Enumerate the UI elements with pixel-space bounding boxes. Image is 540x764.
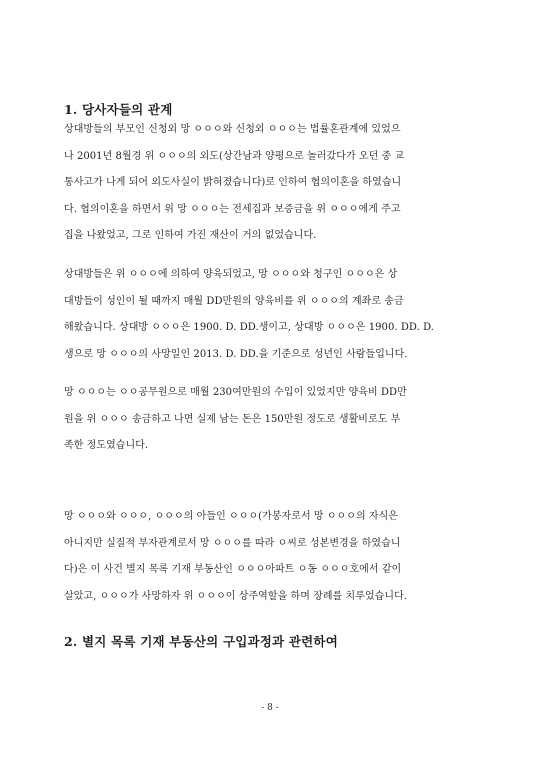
paragraph-line: 상대방들은 위 ㅇㅇㅇ에 의하여 양육되었고, 망 ㅇㅇㅇ와 청구인 ㅇㅇㅇ은 상 — [64, 269, 398, 280]
paragraph-line: 집을 나왔었고, 그로 인하여 가진 재산이 거의 없었습니다. — [64, 230, 317, 241]
paragraph-line: 원을 위 ㅇㅇㅇ 송금하고 나면 실제 남는 돈은 150만원 정도로 생활비로도 부 — [64, 413, 401, 425]
paragraph-line: 상대방들의 부모인 신청외 망 ㅇㅇㅇ와 신청외 ㅇㅇㅇ는 법률혼관계에 있었으 — [64, 124, 401, 135]
paragraph-line: 생으로 망 ㅇㅇㅇ의 사망일인 2013. D. DD.을 기준으로 성년인 사람들입니다. — [64, 348, 408, 360]
paragraph-4 — [64, 504, 480, 610]
paragraph-line: 통사고가 나게 되어 외도사실이 밝혀졌습니다)로 인하여 협의이혼을 하였습니 — [64, 177, 402, 188]
paragraph-line: 다. 협의이혼을 하면서 위 망 ㅇㅇㅇ는 전세집과 보증금을 위 ㅇㅇㅇ에게 주고 — [64, 203, 401, 215]
paragraph-line: 다)은 이 사건 별지 목록 기재 부동산인 ㅇㅇㅇ아파트 ㅇ동 ㅇㅇㅇ호에서 같이 — [64, 564, 402, 575]
paragraph-line: 망 ㅇㅇㅇ와 ㅇㅇㅇ, ㅇㅇㅇ의 아들인 ㅇㅇㅇ(가봉자로서 망 ㅇㅇㅇ의 자식은 — [64, 511, 399, 522]
paragraph-line: 족한 정도였습니다. — [64, 440, 149, 451]
section-1-heading: 1. 당사자들의 관계 — [64, 102, 173, 117]
page-number: - 8 - — [261, 703, 279, 713]
paragraph-line: 대방들이 성인이 될 때까지 매월 DD만원의 양육비를 위 ㅇㅇㅇ의 계좌로 송금 — [64, 295, 404, 307]
paragraph-line: 나 2001년 8월경 위 ㅇㅇㅇ의 외도(상간남과 양평으로 놀러갔다가 오던 중 교 — [64, 150, 405, 162]
paragraph-2 — [64, 262, 480, 368]
paragraph-line: 살았고, ㅇㅇㅇ가 사망하자 위 ㅇㅇㅇ이 상주역할을 하며 장례를 치루었습니다. — [64, 590, 408, 602]
section-2-heading: 2. 별지 목록 기재 부동산의 구입과정과 관련하여 — [64, 634, 338, 649]
paragraph-3 — [64, 380, 480, 460]
paragraph-1 — [64, 117, 480, 250]
paragraph-line: 망 ㅇㅇㅇ는 ㅇㅇ공무원으로 매월 230여만원의 수입이 있었지만 양육비 DD만 — [64, 387, 407, 398]
paragraph-line: 아니지만 실질적 부자관계로서 망 ㅇㅇㅇ를 따라 ㅇ씨로 성본변경을 하였습니 — [64, 537, 401, 549]
paragraph-line: 해왔습니다. 상대방 ㅇㅇㅇ은 1900. D. DD.생이고, 상대방 ㅇㅇㅇ은 1900. DD. D. — [64, 322, 435, 333]
